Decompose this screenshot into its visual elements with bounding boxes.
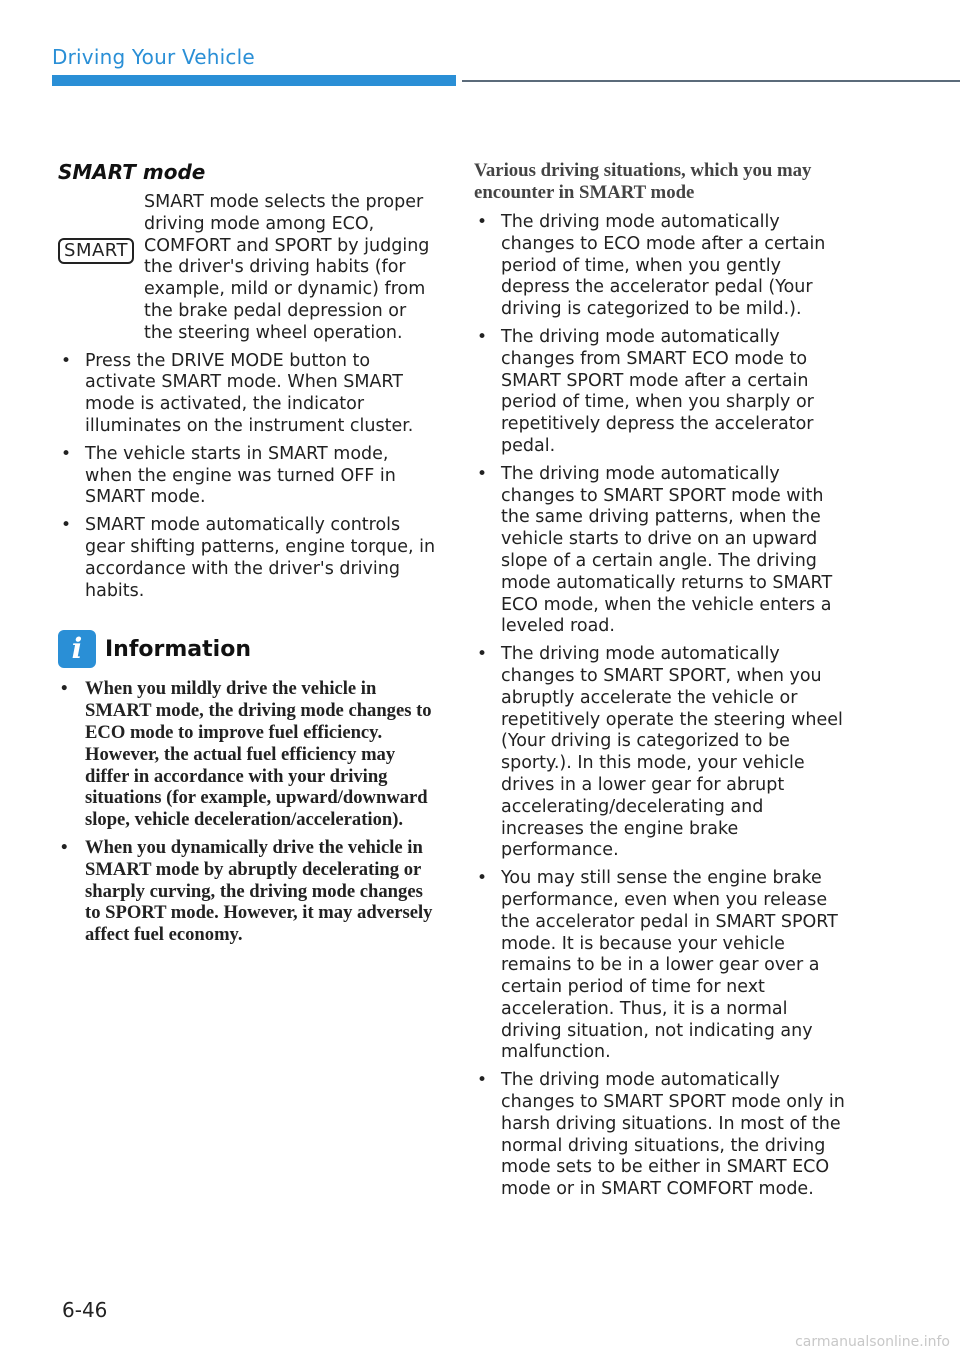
bullet-text: The driving mode automatically changes to ECO mode after a certain period of time, when you gently depress the accelerator pedal (Your driving is categorized to be mild.). bbox=[501, 212, 826, 320]
info-text: When you mildly drive the vehicle in SMART mode, the driving mode changes to ECO mode to improve fuel efficiency. However, the actual fuel efficiency may differ in accordance with your driving situations (for example, upward/downward slope, vehicle deceleration/acceleration). bbox=[85, 678, 432, 831]
header-accent-bar bbox=[52, 75, 456, 86]
list-item: • The driving mode automatically changes to SMART SPORT, when you abruptly accelerate the vehicle or repetitively operate the steering wheel (Your driving is categorized to be sporty.). In this mode, your vehicle drives in a lower gear for abrupt accelerating/decelerating and increases the engine brake performance. bbox=[477, 644, 843, 861]
list-item: • You may still sense the engine brake performance, even when you release the accelerator pedal in SMART SPORT mode. It is because your vehicle remains to be in a lower gear over a certain period of time for next acceleration. Thus, it is a normal driving situation, not indicating any malfunction. bbox=[477, 868, 838, 1063]
list-item: • When you mildly drive the vehicle in SMART mode, the driving mode changes to ECO mode to improve fuel efficiency. However, the actual fuel efficiency may differ in accordance with your driving situations (for example, upward/downward slope, vehicle deceleration/acceleration). bbox=[61, 678, 432, 831]
watermark: carmanualsonline.info bbox=[795, 1334, 950, 1350]
list-item: • The vehicle starts in SMART mode, when the engine was turned OFF in SMART mode. bbox=[61, 443, 396, 508]
bullet-text: The vehicle starts in SMART mode, when the engine was turned OFF in SMART mode. bbox=[85, 443, 396, 508]
information-title: Information bbox=[105, 636, 251, 662]
header-rule bbox=[462, 80, 960, 82]
bullet-text: You may still sense the engine brake performance, even when you release the accelerator pedal in SMART SPORT mode. It is because your vehicle remains to be in a lower gear over a certain period of time for next acceleration. Thus, it is a normal driving situation, not indicating any malfunction. bbox=[501, 868, 838, 1063]
bullet-text: The driving mode automatically changes to SMART SPORT mode with the same driving patterns, when the vehicle starts to drive on an upward slope of a certain angle. The driving mode automatically returns to SMART ECO mode, when the vehicle enters a leveled road. bbox=[501, 463, 833, 637]
smart-badge-icon: SMART bbox=[58, 238, 134, 264]
bullet-text: The driving mode automatically changes from SMART ECO mode to SMART SPORT mode after a certain period of time, when you sharply or repetitively depress the accelerator pedal. bbox=[501, 326, 814, 456]
list-item: • The driving mode automatically changes to SMART SPORT mode with the same driving patterns, when the vehicle starts to drive on an upward slope of a certain angle. The driving mode automatically returns to SMART ECO mode, when the vehicle enters a leveled road. bbox=[477, 463, 833, 637]
information-header bbox=[58, 630, 436, 668]
bullet-text: The driving mode automatically changes to SMART SPORT mode only in harsh driving situations. In most of the normal driving situations, the driving mode sets to be either in SMART ECO mode or in SMART COMFORT mode. bbox=[501, 1070, 845, 1200]
info-text: When you dynamically drive the vehicle in SMART mode by abruptly decelerating or sharply curving, the driving mode changes to SPORT mode. However, it may adversely affect fuel economy. bbox=[85, 836, 433, 946]
smart-mode-heading: SMART mode bbox=[58, 160, 206, 184]
smart-bullet-list bbox=[58, 351, 436, 603]
driving-situations-heading: Various driving situations, which you may encounter in SMART mode bbox=[474, 160, 812, 203]
list-item: • The driving mode automatically changes from SMART ECO mode to SMART SPORT mode after a certain period of time, when you sharply or repetitively depress the accelerator pedal. bbox=[477, 326, 814, 456]
smart-intro-block bbox=[58, 192, 436, 345]
left-column bbox=[58, 160, 436, 952]
information-list bbox=[58, 678, 436, 946]
section-title: Driving Your Vehicle bbox=[52, 45, 255, 69]
list-item: • The driving mode automatically changes to ECO mode after a certain period of time, when you gently depress the accelerator pedal (Your driving is categorized to be mild.). bbox=[477, 212, 826, 320]
page-number: 6-46 bbox=[62, 1298, 108, 1322]
list-item: • When you dynamically drive the vehicle in SMART mode by abruptly decelerating or sharply curving, the driving mode changes to SPORT mode. However, it may adversely affect fuel economy. bbox=[61, 836, 433, 946]
bullet-text: Press the DRIVE MODE button to activate SMART mode. When SMART mode is activated, the indicator illuminates on the instrument cluster. bbox=[85, 350, 414, 436]
list-item: • Press the DRIVE MODE button to activate SMART mode. When SMART mode is activated, the indicator illuminates on the instrument cluster. bbox=[61, 350, 414, 436]
situations-bullet-list bbox=[474, 212, 848, 1201]
list-item: • SMART mode automatically controls gear shifting patterns, engine torque, in accordance with the driver's driving habits. bbox=[61, 515, 436, 601]
list-item: • The driving mode automatically changes to SMART SPORT mode only in harsh driving situations. In most of the normal driving situations, the driving mode sets to be either in SMART ECO mode or in SMART COMFORT mode. bbox=[477, 1070, 845, 1200]
bullet-text: The driving mode automatically changes to SMART SPORT, when you abruptly accelerate the vehicle or repetitively operate the steering wheel (Your driving is categorized to be sporty.). In this mode, your vehicle drives in a lower gear for abrupt accelerating/decelerating and increases the engine brake performance. bbox=[501, 644, 843, 861]
info-icon: i bbox=[58, 630, 96, 668]
bullet-text: SMART mode automatically controls gear shifting patterns, engine torque, in accordance with the driver's driving habits. bbox=[85, 515, 436, 601]
smart-intro-text: SMART mode selects the proper driving mode among ECO, COMFORT and SPORT by judging the driver's driving habits (for example, mild or dynamic) from the brake pedal depression or the steering wheel operation. bbox=[144, 192, 430, 343]
right-column bbox=[474, 160, 848, 1207]
